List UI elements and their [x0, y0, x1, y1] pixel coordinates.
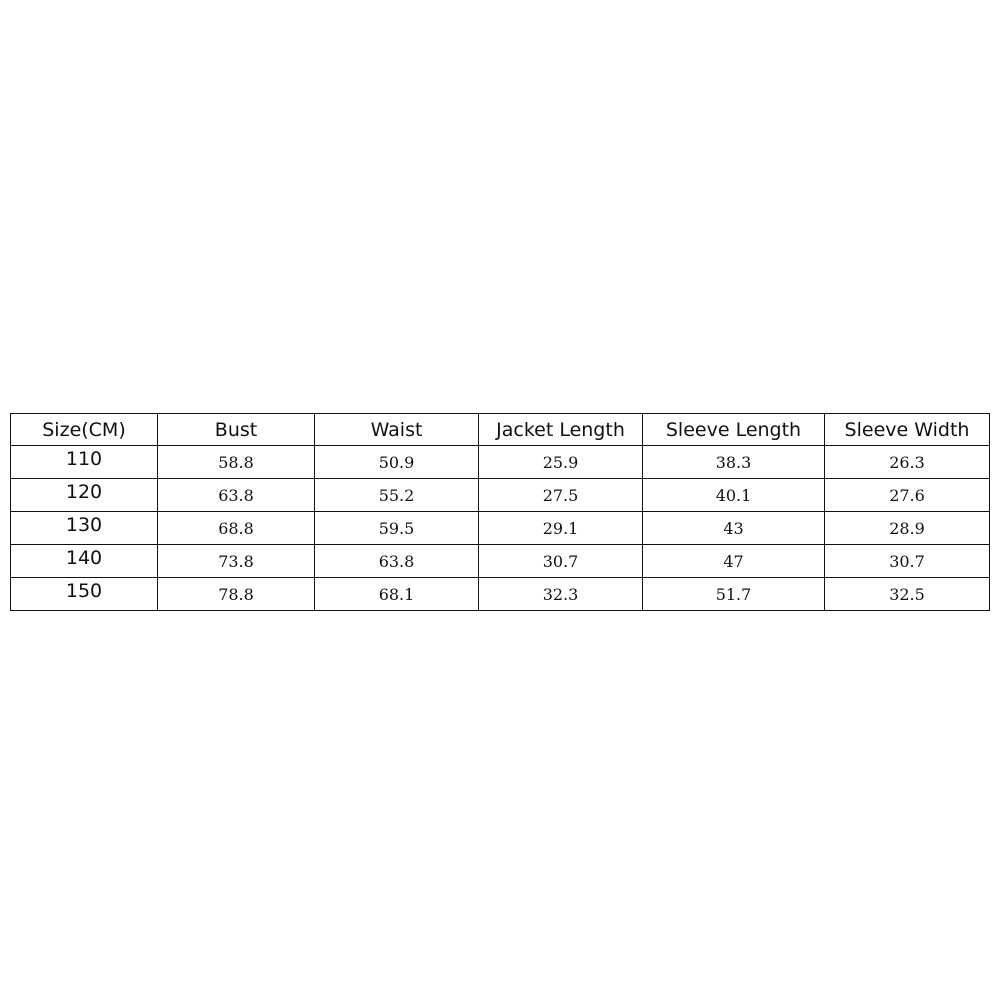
size-chart-table — [10, 413, 990, 611]
table-row — [11, 578, 990, 611]
cell-sleeve-width: 30.7 — [825, 545, 990, 578]
cell-jacket-length: 25.9 — [479, 446, 643, 479]
header-waist: Waist — [315, 414, 479, 446]
cell-jacket-length: 29.1 — [479, 512, 643, 545]
cell-waist: 63.8 — [315, 545, 479, 578]
cell-size: 110 — [11, 446, 158, 479]
cell-sleeve-width: 28.9 — [825, 512, 990, 545]
cell-jacket-length: 27.5 — [479, 479, 643, 512]
header-row — [11, 414, 990, 446]
cell-size: 120 — [11, 479, 158, 512]
cell-sleeve-length: 40.1 — [643, 479, 825, 512]
cell-size: 140 — [11, 545, 158, 578]
cell-waist: 68.1 — [315, 578, 479, 611]
cell-bust: 63.8 — [158, 479, 315, 512]
table-row — [11, 545, 990, 578]
cell-bust: 68.8 — [158, 512, 315, 545]
header-sleeve-length: Sleeve Length — [643, 414, 825, 446]
cell-jacket-length: 32.3 — [479, 578, 643, 611]
cell-bust: 78.8 — [158, 578, 315, 611]
cell-jacket-length: 30.7 — [479, 545, 643, 578]
table-row — [11, 446, 990, 479]
header-jacket-length: Jacket Length — [479, 414, 643, 446]
cell-sleeve-length: 47 — [643, 545, 825, 578]
cell-sleeve-length: 51.7 — [643, 578, 825, 611]
cell-sleeve-length: 43 — [643, 512, 825, 545]
cell-bust: 58.8 — [158, 446, 315, 479]
table-row — [11, 479, 990, 512]
cell-sleeve-width: 32.5 — [825, 578, 990, 611]
header-bust: Bust — [158, 414, 315, 446]
cell-sleeve-length: 38.3 — [643, 446, 825, 479]
cell-sleeve-width: 27.6 — [825, 479, 990, 512]
header-sleeve-width: Sleeve Width — [825, 414, 990, 446]
header-size: Size(CM) — [11, 414, 158, 446]
cell-size: 150 — [11, 578, 158, 611]
table-row — [11, 512, 990, 545]
cell-waist: 55.2 — [315, 479, 479, 512]
cell-bust: 73.8 — [158, 545, 315, 578]
cell-waist: 59.5 — [315, 512, 479, 545]
cell-sleeve-width: 26.3 — [825, 446, 990, 479]
cell-waist: 50.9 — [315, 446, 479, 479]
cell-size: 130 — [11, 512, 158, 545]
